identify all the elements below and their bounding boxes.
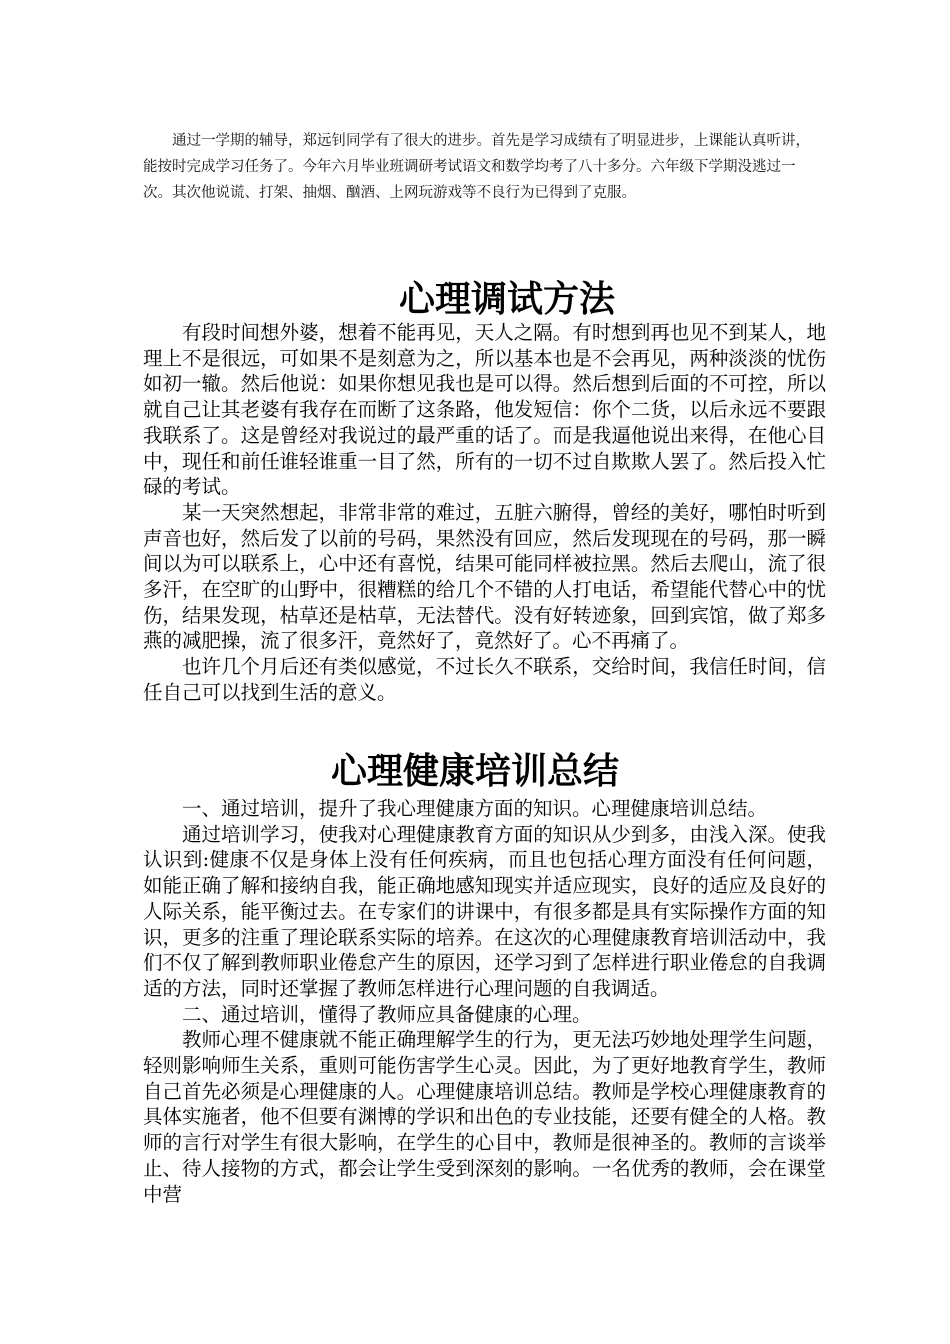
section-psych-adjustment-body xyxy=(143,320,826,706)
body-paragraph: 教师心理不健康就不能正确理解学生的行为，更无法巧妙地处理学生问题，轻则影响师生关系，重则可能伤害学生心灵。因此，为了更好地教育学生，教师自己首先必须是心理健康的人。心理健康培训总结。教师是学校心理健康教育的具体实施者，他不但要有渊博的学识和出色的专业技能，还要有健全的人格。教师的言行对学生有很大影响，在学生的心目中，教师是很神圣的。教师的言谈举止、待人接物的方式，都会让学生受到深刻的影响。一名优秀的教师，会在课堂中营 xyxy=(143,1028,826,1206)
body-paragraph: 二、通过培训，懂得了教师应具备健康的心理。 xyxy=(182,1002,592,1026)
section-title-training-summary: 心理健康培训总结 xyxy=(330,751,619,792)
body-paragraph: 一、通过培训，提升了我心理健康方面的知识。心理健康培训总结。 xyxy=(182,797,768,820)
section-title-psych-adjustment: 心理调试方法 xyxy=(398,279,615,320)
body-paragraph: 有段时间想外婆，想着不能再见，天人之隔。有时想到再也见不到某人，地理上不是很远，可如果不是刻意为之，所以基本也是不会再见，两种淡淡的忧伤如初一辙。然后他说：如果你想见我也是可以得。然后想到后面的不可控，所以就自己让其老婆有我存在而断了这条路，他发短信：你个二货，以后永远不要跟我联系了。这是曾经对我说过的最严重的话了。而是我逼他说出来得，在他心目中，现任和前任谁轻谁重一目了然，所有的一切不过自欺欺人罢了。然后投入忙碌的考试。 xyxy=(143,321,826,499)
section-training-summary-body xyxy=(143,796,826,1207)
body-paragraph: 通过培训学习，使我对心理健康教育方面的知识从少到多，由浅入深。使我认识到:健康不仅是身体上没有任何疾病，而且也包括心理方面没有任何问题，如能正确了解和接纳自我，能正确地感知现实并适应现实，良好的适应及良好的人际关系，能平衡过去。在专家们的讲课中，有很多都是具有实际操作方面的知识，更多的注重了理论联系实际的培养。在这次的心理健康教育培训活动中，我们不仅了解到教师职业倦怠产生的原因，还学习到了怎样进行职业倦怠的自我调适的方法，同时还掌握了教师怎样进行心理问题的自我调适。 xyxy=(143,822,826,1000)
body-paragraph: 也许几个月后还有类似感觉，不过长久不联系，交给时间，我信任时间，信任自己可以找到生活的意义。 xyxy=(143,655,826,704)
intro-paragraph: 通过一学期的辅导，郑远钊同学有了很大的进步。首先是学习成绩有了明显进步，上课能认真听讲，能按时完成学习任务了。今年六月毕业班调研考试语文和数学均考了八十多分。六年级下学期没逃过一次。其次他说谎、打架、抽烟、酗酒、上网玩游戏等不良行为已得到了克服。 xyxy=(143,133,810,201)
body-paragraph: 某一天突然想起，非常非常的难过，五脏六腑得，曾经的美好，哪怕时听到声音也好，然后发了以前的号码，果然没有回应，然后发现现在的号码，那一瞬间以为可以联系上，心中还有喜悦，结果可能同样被拉黑。然后去爬山，流了很多汗，在空旷的山野中，很糟糕的给几个不错的人打电话，希望能代替心中的忧伤，结果发现，枯草还是枯草，无法替代。没有好转迹象，回到宾馆，做了郑多燕的减肥操，流了很多汗，竟然好了，竟然好了。心不再痛了。 xyxy=(143,500,826,653)
